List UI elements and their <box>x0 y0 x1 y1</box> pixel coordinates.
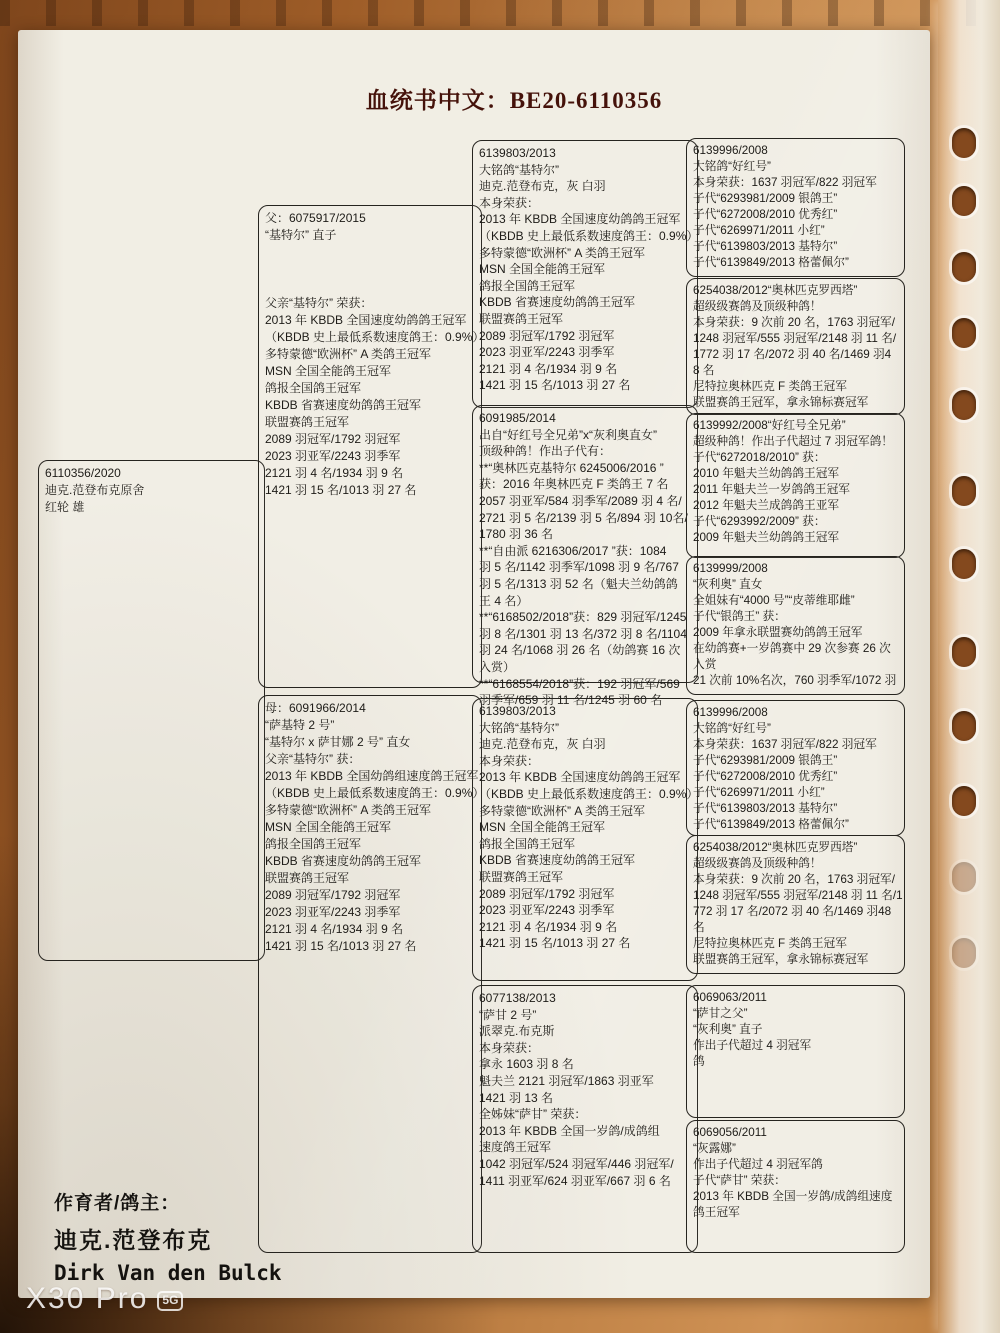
binder-hole <box>952 711 976 741</box>
pedigree-line: **“奥林匹克基特尔 6245006/2016 ” <box>479 460 664 475</box>
pedigree-line: 在幼鸽赛+一岁鸽赛中 29 次参赛 26 次 <box>693 642 891 655</box>
pedigree-line: 2013 年 KBDB 全国速度幼鸽鸽王冠军 <box>265 313 467 327</box>
pedigree-line: 父：6075917/2015 <box>265 211 366 225</box>
pedigree-line: MSN 全国全能鸽王冠军 <box>479 262 606 277</box>
pedigree-line: 子代“6272008/2010 优秀红” <box>693 770 838 783</box>
5g-badge: 5G <box>157 1291 183 1311</box>
pedigree-line: 1248 羽冠军/555 羽冠军/2148 羽 11 名/ <box>693 332 897 345</box>
pedigree-line: 子代“6139803/2013 基特尔” <box>693 802 838 815</box>
pedigree-line: 迪克.范登布克，灰 白羽 <box>479 179 606 194</box>
pedigree-line: 6069056/2011 <box>693 1126 767 1139</box>
pedigree-line: 联盟赛鸽王冠军 <box>479 869 564 884</box>
pedigree-line: “灰利奥” 直子 <box>693 1023 763 1036</box>
pedigree-line: 羽 8 名/1301 羽 13 名/372 羽 8 名/1104 <box>479 626 687 641</box>
pedigree-line: 速度鸽王冠军 <box>479 1140 552 1155</box>
pedigree-line: 2010 年魁夫兰幼鸽鸽王冠军 <box>693 467 840 480</box>
pedigree-line: 羽 24 名/1068 羽 26 名（幼鸽赛 16 次 <box>479 643 681 658</box>
pedigree-line: 2013 年 KBDB 全国速度幼鸽鸽王冠军 <box>479 770 681 785</box>
pedigree-line: 本身荣获：1637 羽冠军/822 羽冠军 <box>693 176 877 189</box>
pedigree-line: MSN 全国全能鸽王冠军 <box>479 820 606 835</box>
pedigree-line: 6139992/2008“好红号全兄弟” <box>693 419 846 432</box>
pedigree-paper <box>18 30 930 1298</box>
pedigree-line: **“自由派 6216306/2017 ”获：1084 <box>479 543 667 558</box>
pedigree-line: 尼特拉奥林匹克 F 类鸽王冠军 <box>693 937 847 950</box>
pedigree-line: 本身荣获：1637 羽冠军/822 羽冠军 <box>693 738 877 751</box>
pedigree-line: 超级种鸽！作出子代超过 7 羽冠军鸽！ <box>693 435 893 448</box>
pedigree-box-fff <box>686 138 905 277</box>
pedigree-line: 本身荣获：9 次前 20 名，1763 羽冠军/ <box>693 316 895 329</box>
pedigree-line: 6139999/2008 <box>693 562 768 575</box>
plastic-sleeve-edge <box>938 0 1000 1333</box>
pedigree-line: 子代“6269971/2011 小红” <box>693 224 825 237</box>
pedigree-line: 2089 羽冠军/1792 羽冠军 <box>265 888 401 902</box>
pedigree-line: 作出子代超过 4 羽冠军鸽 <box>693 1158 823 1171</box>
pedigree-line: 本身荣获： <box>479 195 540 210</box>
pedigree-box-mff <box>686 700 905 836</box>
binder-hole <box>952 549 976 579</box>
pedigree-line <box>265 261 477 278</box>
pedigree-line: 子代“6139849/2013 格蕾佩尔” <box>693 818 849 831</box>
pedigree-line: 6139803/2013 <box>479 146 556 160</box>
pedigree-line: 顶级种鸽！作出子代有： <box>479 444 612 459</box>
pedigree-line <box>265 244 477 261</box>
binder-hole <box>952 786 976 816</box>
pedigree-line: 本身荣获：9 次前 20 名，1763 羽冠军/ <box>693 873 895 886</box>
pedigree-line: 拿永 1603 羽 8 名 <box>479 1057 574 1072</box>
binder-hole <box>952 128 976 158</box>
pedigree-line: 子代“6139849/2013 格蕾佩尔” <box>693 256 849 269</box>
pedigree-line: 联盟赛鸽王冠军，拿永锦标赛冠军 <box>693 953 869 966</box>
pedigree-line: “萨甘之父” <box>693 1007 748 1020</box>
pedigree-line: 子代“6272018/2010” 获： <box>693 451 826 464</box>
binder-hole <box>952 637 976 667</box>
pedigree-line: “基特尔 x 萨甘娜 2 号” 直女 <box>265 735 411 749</box>
pedigree-line: 联盟赛鸽王冠军 <box>479 311 564 326</box>
pedigree-box-mfm <box>686 835 905 974</box>
pedigree-line: “灰露娜” <box>693 1142 736 1155</box>
pedigree-line: 大铭鸽“基特尔” <box>479 162 559 177</box>
pedigree-line: 父亲“基特尔” 荣获： <box>265 296 373 310</box>
pedigree-box-fmf <box>686 413 905 558</box>
pedigree-line: （KBDB 史上最低系数速度鸽王：0.9%） <box>265 786 485 800</box>
pedigree-line: 名 <box>693 921 705 934</box>
pedigree-line: 1042 羽冠军/524 羽冠军/446 羽冠军/ <box>479 1156 674 1171</box>
pedigree-line: （KBDB 史上最低系数速度鸽王：0.9%） <box>265 330 485 344</box>
pedigree-line: 派翠克.布克斯 <box>479 1024 555 1039</box>
pedigree-line: 全姊妹“萨甘” 荣获： <box>479 1107 587 1122</box>
pedigree-line: 2023 羽亚军/2243 羽季军 <box>265 449 401 463</box>
pedigree-line: 迪克.范登布克原舍 <box>45 483 145 497</box>
pedigree-line: 2057 羽亚军/584 羽季军/2089 羽 4 名/ <box>479 493 682 508</box>
pedigree-line: 2013 年 KBDB 全国幼鸽组速度鸽王冠军 <box>265 769 479 783</box>
watermark-device-label: X30 Pro <box>26 1282 149 1315</box>
pedigree-line: 2089 羽冠军/1792 羽冠军 <box>479 886 615 901</box>
pedigree-line: “灰利奥” 直女 <box>693 578 763 591</box>
pedigree-line: 21 次前 10%名次，760 羽季军/1072 羽 <box>693 674 897 687</box>
pedigree-box-mmm <box>686 1120 905 1253</box>
breeder-role-label: 作育者/鸽主： <box>54 1193 181 1214</box>
pedigree-line: 父亲“基特尔” 获： <box>265 752 361 766</box>
pedigree-line: 尼特拉奥林匹克 F 类鸽王冠军 <box>693 380 847 393</box>
pedigree-line: 2009 年拿永联盟赛幼鸽鸽王冠军 <box>693 626 863 639</box>
pedigree-line: 多特蒙德“欧洲杯” A 类鸽王冠军 <box>479 245 646 260</box>
pedigree-line: 子代“银鸽王” 获： <box>693 610 786 623</box>
pedigree-line: 王 4 名） <box>479 593 529 608</box>
pedigree-box-paternal-granddam <box>472 405 698 708</box>
pedigree-line: 2012 年魁夫兰成鸽鸽王亚军 <box>693 499 840 512</box>
page-title: 血统书中文：BE20-6110356 <box>365 88 663 113</box>
pedigree-line: 入赏） <box>479 659 516 674</box>
pedigree-line: 2121 羽 4 名/1934 羽 9 名 <box>479 361 618 376</box>
pedigree-line: MSN 全国全能鸽王冠军 <box>265 364 392 378</box>
pedigree-line: 1421 羽 13 名 <box>479 1090 554 1105</box>
pedigree-line: 子代“萨甘” 荣获： <box>693 1174 786 1187</box>
pedigree-line: 2721 羽 5 名/2139 羽 5 名/894 羽 10名/ <box>479 510 688 525</box>
pedigree-line: 子代“6272008/2010 优秀红” <box>693 208 838 221</box>
pedigree-line: 作出子代超过 4 羽冠军 <box>693 1039 812 1052</box>
pedigree-line: 2009 年魁夫兰幼鸽鸽王冠军 <box>693 531 840 544</box>
pedigree-box-paternal-grandsire <box>472 140 698 408</box>
pedigree-line: 子代“6293992/2009” 获： <box>693 515 826 528</box>
pedigree-line: 772 羽 17 名/2072 羽 40 名/1469 羽48 <box>693 905 892 918</box>
pedigree-line: 全姐妹有“4000 号”“皮蒂维耶雌” <box>693 594 855 607</box>
pedigree-line: 联盟赛鸽王冠军 <box>265 871 350 885</box>
breeder-name-en: Dirk Van den Bulck <box>54 1261 282 1285</box>
pedigree-box-ffm <box>686 278 905 415</box>
pedigree-line: （KBDB 史上最低系数速度鸽王：0.9%） <box>479 228 699 243</box>
pedigree-line: 6110356/2020 <box>45 466 121 480</box>
pedigree-line: 鸽报全国鸽王冠军 <box>479 278 576 293</box>
binder-hole <box>952 252 976 282</box>
binder-hole <box>952 862 976 892</box>
pedigree-line: 8 名 <box>693 364 715 377</box>
breeder-info <box>54 1188 282 1285</box>
sleeve-top-seam <box>0 0 1000 26</box>
pedigree-line: 子代“6293981/2009 银鸽王” <box>693 192 838 205</box>
pedigree-line: 联盟赛鸽王冠军 <box>265 415 350 429</box>
pedigree-line: 1780 羽 36 名 <box>479 527 554 542</box>
pedigree-line: 羽 5 名/1142 羽季军/1098 羽 9 名/767 <box>479 560 679 575</box>
pedigree-line: 1421 羽 15 名/1013 羽 27 名 <box>265 483 417 497</box>
pedigree-line: 2013 年 KBDB 全国速度幼鸽鸽王冠军 <box>479 212 681 227</box>
pedigree-line: 超级级赛鸽及顶级种鸽！ <box>693 857 822 870</box>
pedigree-line: “基特尔” 直子 <box>265 228 337 242</box>
pedigree-line: 6139996/2008 <box>693 144 768 157</box>
pedigree-line: KBDB 省赛速度幼鸽鸽王冠军 <box>479 853 636 868</box>
pedigree-line: 2011 年魁夫兰一岁鸽鸽王冠军 <box>693 483 850 496</box>
pedigree-line: KBDB 省赛速度幼鸽鸽王冠军 <box>479 295 636 310</box>
pedigree-line: 1411 羽亚军/624 羽亚军/667 羽 6 名 <box>479 1173 671 1188</box>
pedigree-line: 鸽 <box>693 1055 705 1068</box>
pedigree-line: 1421 羽 15 名/1013 羽 27 名 <box>479 936 631 951</box>
pedigree-line: 子代“6269971/2011 小红” <box>693 786 825 799</box>
pedigree-line: （KBDB 史上最低系数速度鸽王：0.9%） <box>479 786 699 801</box>
pedigree-line: 本身荣获： <box>479 1040 540 1055</box>
pedigree-line: 2121 羽 4 名/1934 羽 9 名 <box>479 919 618 934</box>
pedigree-line: 红轮 雄 <box>45 500 85 514</box>
binder-hole <box>952 318 976 348</box>
pedigree-box-maternal-grandsire <box>472 698 698 981</box>
pedigree-line: 母：6091966/2014 <box>265 701 366 715</box>
binder-hole <box>952 938 976 968</box>
pedigree-line: 6139803/2013 <box>479 704 556 718</box>
pedigree-line: 2089 羽冠军/1792 羽冠军 <box>479 328 615 343</box>
pedigree-line: 联盟赛鸽王冠军，拿永锦标赛冠军 <box>693 396 869 409</box>
pedigree-box-mmf <box>686 985 905 1118</box>
pedigree-line: 6254038/2012“奥林匹克罗西塔” <box>693 841 858 854</box>
pedigree-line: “萨甘 2 号” <box>479 1007 537 1022</box>
pedigree-line: 1421 羽 15 名/1013 羽 27 名 <box>265 939 417 953</box>
pedigree-line: 6077138/2013 <box>479 991 556 1005</box>
pedigree-line: 1248 羽冠军/555 羽冠军/2148 羽 11 名/1 <box>693 889 903 902</box>
pedigree-line: 本身荣获： <box>479 753 540 768</box>
pedigree-line: 魁夫兰 2121 羽冠军/1863 羽亚军 <box>479 1073 654 1088</box>
pedigree-line: 获：2016 年奥林匹克 F 类鸽王 7 名 <box>479 477 669 492</box>
pedigree-line: 大铭鸽“好红号” <box>693 722 771 735</box>
pedigree-line: **“6168502/2018”获：829 羽冠军/1245 <box>479 610 687 625</box>
pedigree-line: 2089 羽冠军/1792 羽冠军 <box>265 432 401 446</box>
pedigree-line: 入赏 <box>693 658 717 671</box>
pedigree-line: 鸽报全国鸽王冠军 <box>479 836 576 851</box>
pedigree-line: 羽季军/659 羽 11 名/1245 羽 60 名 <box>479 693 663 708</box>
pedigree-line <box>265 278 477 295</box>
pedigree-line: 2121 羽 4 名/1934 羽 9 名 <box>265 922 404 936</box>
binder-hole <box>952 476 976 506</box>
pedigree-line: 出自“好红号全兄弟”x“灰利奥直女” <box>479 427 657 442</box>
pedigree-line: 多特蒙德“欧洲杯” A 类鸽王冠军 <box>265 347 432 361</box>
pedigree-box-maternal-granddam <box>472 985 698 1253</box>
pedigree-line: 鸽报全国鸽王冠军 <box>265 837 362 851</box>
binder-hole <box>952 186 976 216</box>
pedigree-line: KBDB 省赛速度幼鸽鸽王冠军 <box>265 398 422 412</box>
pedigree-line: 迪克.范登布克，灰 白羽 <box>479 737 606 752</box>
pedigree-line: 6091985/2014 <box>479 411 556 425</box>
pedigree-line: 1772 羽 17 名/2072 羽 40 名/1469 羽4 <box>693 348 892 361</box>
pedigree-line: 鸽王冠军 <box>693 1206 740 1219</box>
pedigree-line: MSN 全国全能鸽王冠军 <box>265 820 392 834</box>
pedigree-line: 子代“6139803/2013 基特尔” <box>693 240 838 253</box>
pedigree-line: 2023 羽亚军/2243 羽季军 <box>479 345 615 360</box>
pedigree-line: KBDB 省赛速度幼鸽鸽王冠军 <box>265 854 422 868</box>
breeder-name-cn: 迪克.范登布克 <box>54 1227 213 1253</box>
pedigree-line: 2121 羽 4 名/1934 羽 9 名 <box>265 466 404 480</box>
pedigree-line: 6139996/2008 <box>693 706 768 719</box>
pedigree-line: **“6168554/2018”获：192 羽冠军/569 <box>479 676 680 691</box>
pedigree-box-mother <box>258 695 485 1253</box>
pedigree-line: 2013 年 KBDB 全国一岁鸽/成鸽组速度 <box>693 1190 893 1203</box>
pedigree-line: 多特蒙德“欧洲杯” A 类鸽王冠军 <box>479 803 646 818</box>
pedigree-line: 大铭鸽“基特尔” <box>479 720 559 735</box>
binder-hole <box>952 390 976 420</box>
pedigree-box-subject <box>38 460 265 961</box>
pedigree-line: 子代“6293981/2009 银鸽王” <box>693 754 838 767</box>
pedigree-line: 鸽报全国鸽王冠军 <box>265 381 362 395</box>
pedigree-line: “萨基特 2 号” <box>265 718 335 732</box>
pedigree-line: 1421 羽 15 名/1013 羽 27 名 <box>479 378 631 393</box>
pedigree-line: 2023 羽亚军/2243 羽季军 <box>479 903 615 918</box>
pedigree-line: 2013 年 KBDB 全国一岁鸽/成鸽组 <box>479 1123 660 1138</box>
camera-watermark <box>26 1282 183 1316</box>
pedigree-box-fmm <box>686 556 905 695</box>
pedigree-line: 6069063/2011 <box>693 991 767 1004</box>
pedigree-line: 大铭鸽“好红号” <box>693 160 771 173</box>
pedigree-line: 羽 5 名/1313 羽 52 名（魁夫兰幼鸽鸽 <box>479 576 678 591</box>
pedigree-line: 2023 羽亚军/2243 羽季军 <box>265 905 401 919</box>
pedigree-line: 多特蒙德“欧洲杯” A 类鸽王冠军 <box>265 803 432 817</box>
pedigree-line: 超级级赛鸽及顶级种鸽！ <box>693 300 822 313</box>
pedigree-line: 6254038/2012“奥林匹克罗西塔” <box>693 284 858 297</box>
pedigree-box-father <box>258 205 485 688</box>
